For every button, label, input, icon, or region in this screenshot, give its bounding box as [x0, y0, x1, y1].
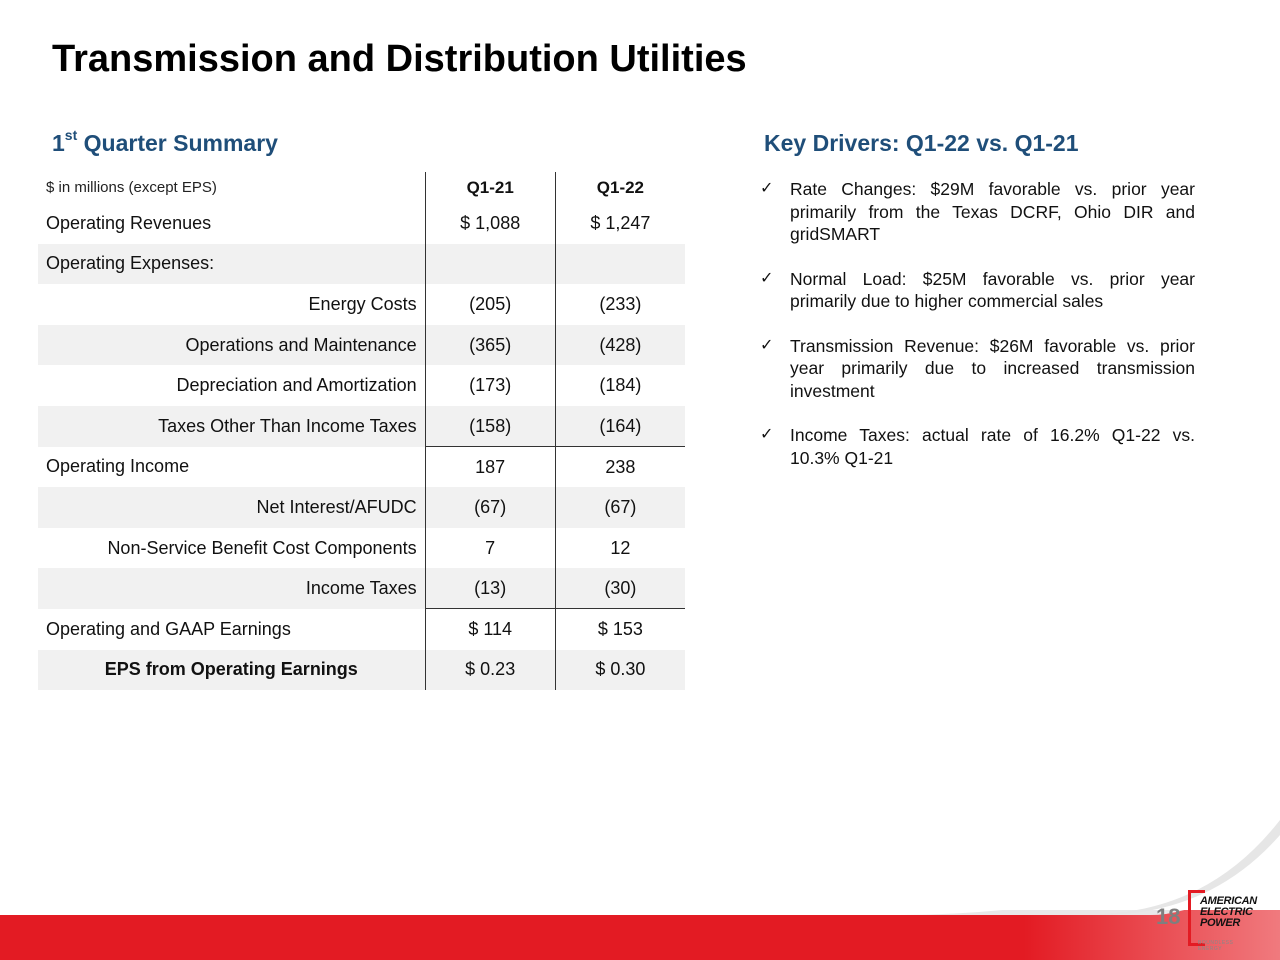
- key-drivers-heading: Key Drivers: Q1-22 vs. Q1-21: [764, 130, 1079, 156]
- row-label: Non-Service Benefit Cost Components: [107, 537, 417, 558]
- cell-q1-22: (67): [555, 487, 685, 528]
- row-label: Operating Expenses:: [38, 244, 425, 285]
- cell-q1-21: (365): [425, 325, 555, 366]
- list-item: [760, 335, 1195, 403]
- table-row: [38, 244, 685, 285]
- key-drivers-list: [760, 178, 1195, 491]
- logo-wordmark: [1200, 896, 1257, 929]
- cell-q1-22: (428): [555, 325, 685, 366]
- cell-q1-22: $ 153: [555, 609, 685, 650]
- list-item: [760, 268, 1195, 313]
- cell-q1-22: (30): [555, 568, 685, 609]
- heading-ordinal: st: [64, 127, 78, 143]
- driver-text: Rate Changes: $29M favorable vs. prior year primarily from the Texas DCRF, Ohio DIR and gridSMART: [790, 179, 1195, 244]
- heading-text: Quarter Summary: [77, 130, 278, 156]
- cell-q1-21: (205): [425, 284, 555, 325]
- table-row: [38, 325, 685, 366]
- table-row: [38, 284, 685, 325]
- check-icon: ✓: [760, 180, 774, 197]
- table-row: [38, 528, 685, 569]
- cell-q1-22: (233): [555, 284, 685, 325]
- cell-q1-22: [555, 244, 685, 285]
- cell-q1-21: 187: [425, 447, 555, 488]
- driver-text: Normal Load: $25M favorable vs. prior year primarily due to higher commercial sales: [790, 268, 1195, 311]
- table-row: [38, 650, 685, 691]
- table-row: [38, 406, 685, 447]
- table-row: [38, 447, 685, 488]
- cell-q1-21: 7: [425, 528, 555, 569]
- row-label: EPS from Operating Earnings: [38, 650, 425, 691]
- quarter-summary-heading: [52, 127, 278, 157]
- cell-q1-22: 12: [555, 528, 685, 569]
- row-label: Income Taxes: [38, 568, 425, 609]
- row-label: Net Interest/AFUDC: [38, 487, 425, 528]
- table-row: [38, 365, 685, 406]
- logo-tagline: BOUNDLESS ENERGY: [1198, 940, 1234, 952]
- cell-q1-21: (173): [425, 365, 555, 406]
- cell-q1-21: [425, 244, 555, 285]
- driver-text: Income Taxes: actual rate of 16.2% Q1-22 vs. 10.3% Q1-21: [790, 425, 1195, 468]
- table-header-row: [38, 172, 685, 203]
- slide-title: Transmission and Distribution Utilities: [52, 38, 747, 80]
- row-label: Operating Revenues: [46, 212, 212, 233]
- check-icon: ✓: [760, 426, 774, 443]
- cell-q1-21: (13): [425, 568, 555, 609]
- cell-q1-21: (67): [425, 487, 555, 528]
- table-row: [38, 203, 685, 244]
- financial-summary-table: [38, 172, 685, 690]
- row-label: Operating and GAAP Earnings: [46, 618, 291, 639]
- cell-q1-22: (164): [555, 406, 685, 447]
- list-item: [760, 424, 1195, 469]
- column-header-q1-21: Q1-21: [425, 172, 555, 203]
- driver-text: Transmission Revenue: $26M favorable vs. prior year primarily due to increased transmission investment: [790, 335, 1195, 401]
- cell-q1-22: $ 0.30: [555, 650, 685, 691]
- heading-number: 1: [52, 130, 65, 156]
- row-label: Taxes Other Than Income Taxes: [38, 406, 425, 447]
- column-header-q1-22: Q1-22: [555, 172, 685, 203]
- row-label: Operating Income: [46, 456, 190, 477]
- logo-line: AMERICAN: [1200, 895, 1257, 907]
- check-icon: ✓: [760, 336, 774, 354]
- logo-line: ELECTRIC: [1200, 906, 1253, 918]
- aep-logo: [1186, 882, 1256, 952]
- page-number: 18: [1156, 904, 1181, 929]
- row-label: Depreciation and Amortization: [176, 375, 417, 396]
- row-label: Operations and Maintenance: [38, 325, 425, 366]
- cell-q1-22: (184): [555, 365, 685, 406]
- cell-q1-21: $ 1,088: [425, 203, 555, 244]
- table-row: [38, 609, 685, 650]
- footer-swoosh-band: [0, 910, 1280, 960]
- list-item: [760, 178, 1195, 246]
- table-row: [38, 568, 685, 609]
- units-note: $ in millions (except EPS): [46, 179, 217, 196]
- cell-q1-21: $ 114: [425, 609, 555, 650]
- cell-q1-21: $ 0.23: [425, 650, 555, 691]
- cell-q1-22: $ 1,247: [555, 203, 685, 244]
- row-label: Energy Costs: [308, 293, 417, 314]
- table-row: [38, 487, 685, 528]
- cell-q1-21: (158): [425, 406, 555, 447]
- check-icon: ✓: [760, 269, 774, 287]
- cell-q1-22: 238: [555, 447, 685, 488]
- logo-line: POWER: [1200, 917, 1241, 929]
